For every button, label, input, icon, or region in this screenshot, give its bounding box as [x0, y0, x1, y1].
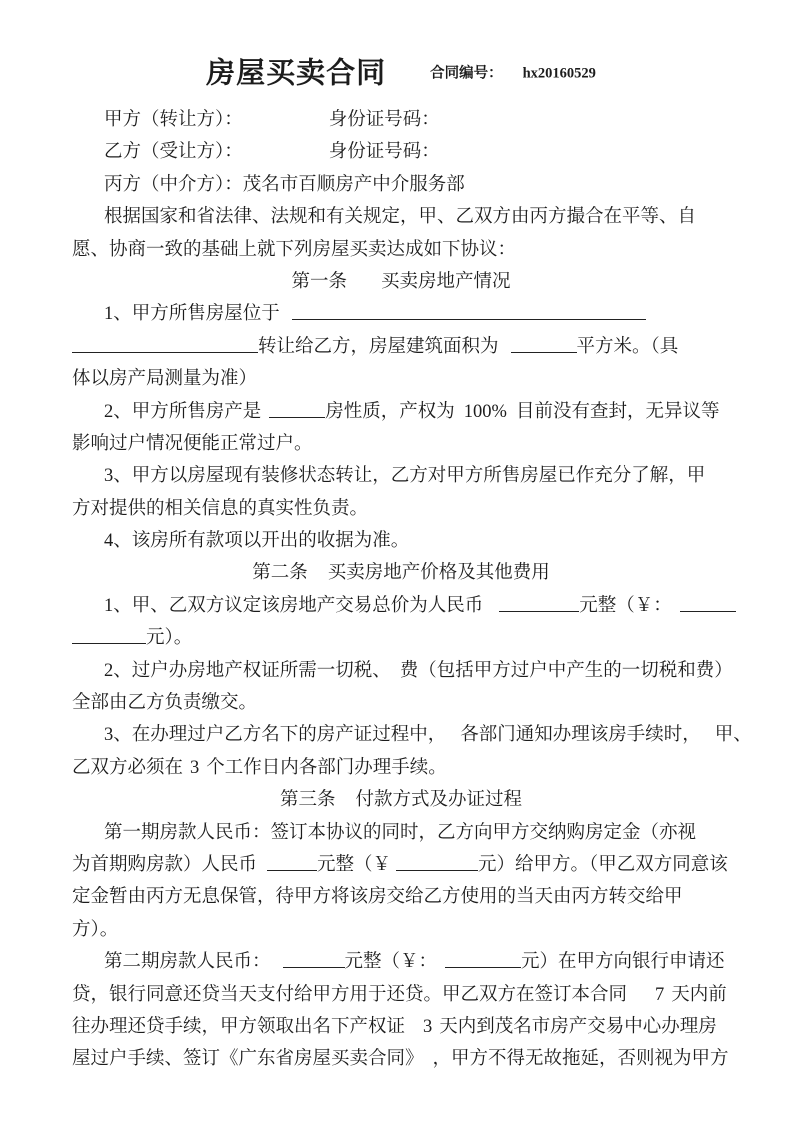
spacer — [390, 76, 426, 77]
text-run: 7 — [655, 984, 665, 1005]
text-run: 身份证号码： — [328, 142, 440, 163]
text-line — [72, 169, 730, 201]
text-line — [72, 298, 730, 330]
text-line — [72, 266, 730, 298]
blank-underline — [283, 953, 345, 968]
text-run: 乙双方必须在 — [72, 757, 184, 778]
spacer — [499, 351, 511, 352]
blank-underline — [396, 856, 478, 871]
spacer — [507, 416, 516, 417]
text-run: 屋过户手续、签订《广东省房屋买卖合同》 — [72, 1049, 424, 1070]
text-run: 定金暂由丙方无息保管，待甲方将该房交给乙方使用的当天由丙方转交给甲 — [72, 887, 683, 908]
text-run: 甲、 — [714, 725, 752, 746]
text-line — [72, 687, 730, 719]
text-run: 3 — [423, 1016, 433, 1037]
text-run: 元）在甲方向银行申请还 — [521, 952, 725, 973]
text-run: 天内到茂名市房产交易中心办理房 — [439, 1016, 717, 1037]
spacer — [405, 1031, 423, 1032]
blank-underline — [269, 403, 325, 418]
text-run: 买卖房地产价格及其他费用 — [327, 563, 550, 584]
spacer — [391, 675, 400, 676]
text-run: 甲方（转让方）： — [104, 110, 243, 130]
spacer — [271, 966, 283, 967]
text-line — [72, 849, 730, 881]
text-line — [72, 525, 730, 557]
text-run: 全部由乙方负责缴交。 — [72, 693, 258, 714]
text-run: 元整（￥： — [344, 952, 438, 973]
text-run: 为首期购房款）人民币 — [72, 854, 258, 875]
text-run: 1、甲、乙双方议定该房地产交易总价为人民币 — [104, 595, 484, 616]
text-run: 房性质，产权为 — [325, 401, 455, 422]
blank-underline — [680, 597, 736, 612]
text-line — [72, 817, 730, 849]
text-run: 个工作日内各部门办理手续。 — [206, 757, 447, 778]
text-run: 乙方（受让方）： — [104, 142, 243, 163]
text-run: 往办理还贷手续，甲方领取出名下产权证 — [72, 1016, 406, 1037]
text-run: 各部门通知办理该房手续时， — [460, 725, 701, 746]
spacer — [424, 1063, 433, 1064]
text-line — [72, 557, 730, 589]
spacer — [483, 610, 499, 611]
spacer — [701, 739, 715, 740]
text-run: 100% — [463, 401, 507, 422]
text-run: 转让给乙方，房屋建筑面积为 — [258, 336, 499, 357]
document-title-line — [72, 54, 730, 98]
text-run: 第三条 — [279, 790, 336, 811]
text-run: 3、在办理过户乙方名下的房产证过程中， — [104, 725, 447, 746]
spacer — [243, 156, 329, 157]
text-run: 影响过户情况便能正常过户。 — [72, 433, 313, 454]
text-line — [72, 914, 730, 946]
text-line — [72, 1043, 730, 1075]
text-run: 天内前 — [671, 984, 727, 1005]
text-line — [72, 784, 730, 816]
spacer — [336, 804, 356, 805]
spacer — [183, 772, 190, 773]
text-line — [72, 428, 730, 460]
text-line — [72, 104, 730, 136]
text-line — [72, 460, 730, 492]
spacer — [280, 318, 292, 319]
blank-underline — [445, 953, 521, 968]
spacer — [455, 416, 464, 417]
spacer — [672, 610, 680, 611]
text-line — [72, 752, 730, 784]
text-run: 方对提供的相关信息的真实性负责。 — [72, 498, 369, 519]
text-run: 元）。 — [146, 628, 193, 649]
text-run: 2、过户办房地产权证所需一切税、 — [104, 660, 391, 681]
text-run: 身份证号码： — [328, 110, 440, 130]
text-run: 4、该房所有款项以开出的收据为准。 — [104, 531, 410, 552]
text-line — [72, 234, 730, 266]
text-run: 3、甲方以房屋现有装修状态转让，乙方对甲方所售房屋已作充分了解，甲 — [104, 466, 706, 487]
text-line — [72, 363, 730, 395]
text-line — [72, 396, 730, 428]
text-run: 2、甲方所售房产是 — [104, 401, 262, 422]
text-line — [72, 655, 733, 687]
text-run: 付款方式及办证过程 — [355, 790, 523, 811]
spacer — [347, 286, 381, 287]
blank-underline — [292, 305, 646, 320]
page-title: 房屋买卖合同 — [206, 57, 387, 90]
text-line — [72, 590, 730, 622]
spacer — [446, 739, 460, 740]
blank-underline — [511, 338, 577, 353]
spacer — [257, 869, 267, 870]
text-run: 根据国家和省法律、法规和有关规定，甲、乙双方由丙方撮合在平等、自 — [104, 207, 697, 228]
text-run: 方）。 — [72, 919, 119, 940]
spacer — [437, 966, 445, 967]
text-line — [72, 881, 730, 913]
blank-underline — [72, 629, 146, 644]
blank-underline — [267, 856, 317, 871]
spacer — [507, 76, 519, 77]
text-run: 目前没有查封，无异议等 — [515, 401, 720, 422]
text-run: 体以房产局测量为准） — [72, 369, 258, 390]
spacer — [261, 416, 269, 417]
text-run: 贷，银行同意还贷当天支付给甲方用于还贷。甲乙双方在签订本合同 — [72, 984, 628, 1005]
text-run: 第一条 — [291, 271, 347, 292]
text-run: 1、甲方所售房屋位于 — [104, 304, 280, 325]
text-line — [72, 136, 730, 168]
contract-body — [72, 104, 752, 1076]
text-line — [72, 979, 730, 1011]
text-run: 第二条 — [252, 563, 308, 584]
text-run: 元）给甲方。（甲乙双方同意该 — [478, 854, 728, 875]
spacer — [243, 124, 329, 125]
text-line — [72, 201, 730, 233]
text-line — [72, 331, 730, 363]
text-line — [72, 719, 752, 751]
text-run: 丙方（中介方）：茂名市百顺房产中介服务部 — [104, 174, 465, 195]
spacer — [308, 577, 328, 578]
contract-number-value: hx20160529 — [522, 65, 596, 82]
text-run: ，甲方不得无故拖延，否则视为甲方 — [432, 1049, 729, 1070]
text-line — [72, 493, 730, 525]
text-run: 第二期房款人民币： — [104, 952, 271, 973]
text-run: 平方米。（具 — [576, 336, 679, 357]
text-run: 买卖房地产情况 — [381, 271, 511, 292]
spacer — [627, 999, 655, 1000]
text-run: 元整（￥： — [579, 595, 672, 616]
blank-underline — [499, 597, 579, 612]
text-run: 第一期房款人民币：签订本协议的同时，乙方向甲方交纳购房定金（亦视 — [104, 822, 697, 843]
contract-number-label: 合同编号： — [430, 65, 503, 82]
text-run: 费（包括甲方过户中产生的一切税和费） — [399, 660, 733, 681]
text-line — [72, 946, 730, 978]
blank-underline — [72, 338, 258, 353]
text-run: 元整（￥ — [317, 854, 392, 875]
text-line — [72, 1011, 730, 1043]
text-line — [72, 622, 730, 654]
text-run: 愿、协商一致的基础上就下列房屋买卖达成如下协议： — [72, 239, 517, 260]
text-run: 3 — [190, 757, 200, 778]
